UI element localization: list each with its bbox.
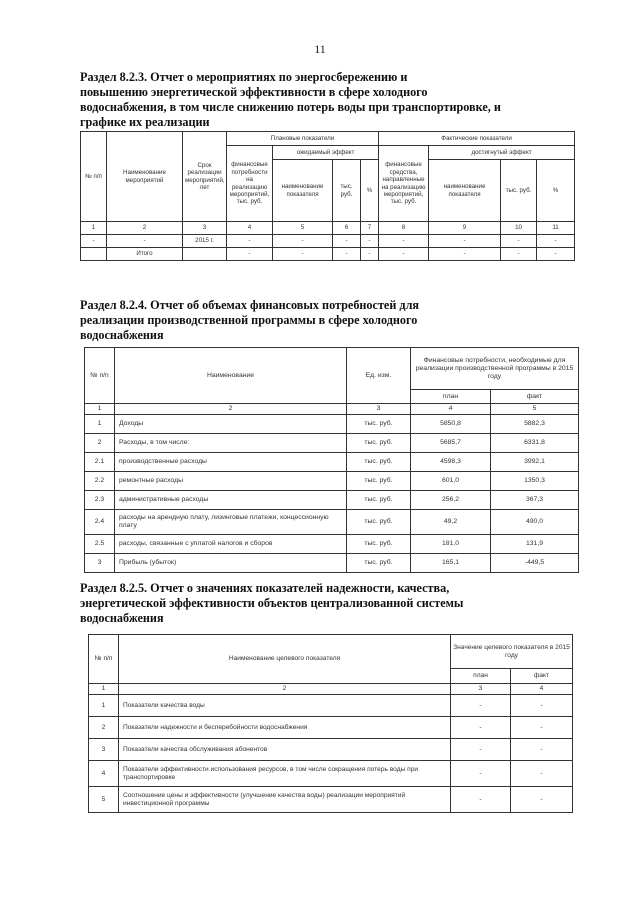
row-unit: тыс. руб.	[347, 434, 411, 453]
table-row	[89, 717, 573, 739]
column-number: 8	[379, 222, 429, 235]
row-fact: -	[511, 695, 573, 717]
column-number: 3	[451, 684, 511, 695]
table-row	[85, 491, 579, 510]
row-number: 2.3	[85, 491, 115, 510]
table-cell: -	[429, 235, 501, 248]
table-cell: -	[379, 248, 429, 261]
row-fact: 5882,3	[491, 415, 579, 434]
row-plan: 5850,8	[411, 415, 491, 434]
header-name: Наименование мероприятий	[107, 132, 183, 222]
measures-table	[80, 131, 575, 261]
heading-line: водоснабжения, в том числе снижению потерь воды при транспортировке, и	[80, 100, 501, 114]
header-actual-fin: финансовые средства, направленные на реализацию мероприятий, тыс. руб.	[379, 146, 429, 222]
row-fact: 367,3	[491, 491, 579, 510]
table-row	[89, 787, 573, 813]
header-target-value: Значение целевого показателя в 2015 году	[451, 635, 573, 669]
row-name: Показатели эффективности использования ресурсов, в том числе сокращения потерь воды при транспортировке	[119, 761, 451, 787]
header-fin-needs: Финансовые потребности, необходимые для реализации производственной программы в 2015 году	[411, 348, 579, 390]
page-number: 11	[314, 42, 326, 56]
header-plan: план	[451, 669, 511, 684]
table-row	[85, 510, 579, 535]
row-number: 3	[89, 739, 119, 761]
row-number: 2.5	[85, 535, 115, 554]
column-number: 2	[107, 222, 183, 235]
column-number: 4	[227, 222, 273, 235]
row-number: 2	[89, 717, 119, 739]
header-percent: %	[361, 160, 379, 222]
header-planned: Плановые показатели	[227, 132, 379, 146]
table-cell: -	[333, 248, 361, 261]
column-number: 1	[85, 404, 115, 415]
row-number: 3	[85, 554, 115, 573]
row-name: административные расходы	[115, 491, 347, 510]
table-cell: -	[81, 235, 107, 248]
row-number: 2.1	[85, 453, 115, 472]
target-indicators-table	[88, 634, 573, 813]
column-number: 5	[491, 404, 579, 415]
table-row	[85, 535, 579, 554]
row-unit: тыс. руб.	[347, 510, 411, 535]
row-name: Показатели надежности и бесперебойности водоснабжения	[119, 717, 451, 739]
table-cell: -	[379, 235, 429, 248]
heading-line: Раздел 8.2.5. Отчет о значениях показателей надежности, качества,	[80, 581, 450, 595]
header-percent: %	[537, 160, 575, 222]
column-number: 6	[333, 222, 361, 235]
row-unit: тыс. руб.	[347, 415, 411, 434]
table-cell: -	[227, 248, 273, 261]
header-plan: план	[411, 390, 491, 404]
column-number: 9	[429, 222, 501, 235]
row-fact: 3992,1	[491, 453, 579, 472]
table-row	[85, 434, 579, 453]
row-unit: тыс. руб.	[347, 491, 411, 510]
row-number: 2.4	[85, 510, 115, 535]
table-row	[89, 761, 573, 787]
column-number: 10	[501, 222, 537, 235]
header-achieved-effect: достигнутый эффект	[429, 146, 575, 160]
row-name: Показатели качества обслуживания абонентов	[119, 739, 451, 761]
row-fact: 131,9	[491, 535, 579, 554]
table-row	[85, 472, 579, 491]
table-cell: -	[537, 248, 575, 261]
row-name: Расходы, в том числе:	[115, 434, 347, 453]
row-name: расходы на арендную плату, лизинговые платежи, концессионную плату	[115, 510, 347, 535]
row-name: Показатели качества воды	[119, 695, 451, 717]
heading-line: повышению энергетической эффективности в сфере холодного	[80, 85, 428, 99]
header-term: Срок реализации мероприятий, лет	[183, 132, 227, 222]
column-number: 5	[273, 222, 333, 235]
row-plan: -	[451, 739, 511, 761]
column-number: 1	[89, 684, 119, 695]
table-cell	[183, 248, 227, 261]
row-number: 4	[89, 761, 119, 787]
row-name: расходы, связанные с уплатой налогов и сборов	[115, 535, 347, 554]
header-name: Наименование целевого показателя	[119, 635, 451, 684]
total-label: Итого	[107, 248, 183, 261]
row-plan: -	[451, 695, 511, 717]
header-expected-effect: ожидаемый эффект	[273, 146, 379, 160]
row-unit: тыс. руб.	[347, 472, 411, 491]
table-row	[89, 739, 573, 761]
heading-line: водоснабжения	[80, 611, 164, 625]
row-unit: тыс. руб.	[347, 535, 411, 554]
row-plan: 49,2	[411, 510, 491, 535]
row-plan: -	[451, 787, 511, 813]
heading-line: Раздел 8.2.3. Отчет о мероприятиях по энергосбережению и	[80, 70, 408, 84]
row-name: Доходы	[115, 415, 347, 434]
header-num: № п/п	[89, 635, 119, 684]
table-cell: -	[429, 248, 501, 261]
row-plan: 256,2	[411, 491, 491, 510]
row-fact: -	[511, 787, 573, 813]
row-name: Соотношение цены и эффективности (улучшение качества воды) реализации мероприятий инвестиционной программы	[119, 787, 451, 813]
column-number: 4	[411, 404, 491, 415]
row-name: производственные расходы	[115, 453, 347, 472]
header-indicator-name: наименование показателя	[429, 160, 501, 222]
row-plan: 165,1	[411, 554, 491, 573]
row-plan: 4598,3	[411, 453, 491, 472]
header-unit: Ед. изм.	[347, 348, 411, 404]
header-fact: факт	[511, 669, 573, 684]
header-name: Наименование	[115, 348, 347, 404]
header-num: № п/п	[81, 132, 107, 222]
header-thous-rub: тыс. руб.	[333, 160, 361, 222]
heading-line: реализации производственной программы в сфере холодного	[80, 313, 418, 327]
row-fact: -	[511, 761, 573, 787]
heading-line: графике их реализации	[80, 115, 210, 129]
table-cell: -	[501, 235, 537, 248]
row-fact: -	[511, 739, 573, 761]
table-cell: -	[361, 248, 379, 261]
row-fact: 1350,3	[491, 472, 579, 491]
row-fact: 6331,8	[491, 434, 579, 453]
table-cell: 2015 г.	[183, 235, 227, 248]
header-actual: Фактические показатели	[379, 132, 575, 146]
header-planned-fin: финансовые потребности на реализацию мероприятий, тыс. руб.	[227, 146, 273, 222]
row-plan: 5685,7	[411, 434, 491, 453]
row-unit: тыс. руб.	[347, 554, 411, 573]
row-fact: -	[511, 717, 573, 739]
row-plan: -	[451, 717, 511, 739]
column-number: 4	[511, 684, 573, 695]
table-row	[85, 453, 579, 472]
column-number: 11	[537, 222, 575, 235]
row-number: 2.2	[85, 472, 115, 491]
financial-needs-table	[84, 347, 579, 573]
column-number: 1	[81, 222, 107, 235]
table-row	[85, 415, 579, 434]
column-number: 2	[119, 684, 451, 695]
table-cell: -	[501, 248, 537, 261]
heading-line: Раздел 8.2.4. Отчет об объемах финансовых потребностей для	[80, 298, 419, 312]
table-cell: -	[227, 235, 273, 248]
table-row	[85, 554, 579, 573]
header-thous-rub: тыс. руб.	[501, 160, 537, 222]
header-indicator-name: наименование показателя	[273, 160, 333, 222]
section-8-2-5-title	[80, 581, 574, 626]
header-fact: факт	[491, 390, 579, 404]
row-name: ремонтные расходы	[115, 472, 347, 491]
row-unit: тыс. руб.	[347, 453, 411, 472]
table-row	[89, 695, 573, 717]
row-fact: 490,0	[491, 510, 579, 535]
header-num: № п/п	[85, 348, 115, 404]
column-number: 3	[183, 222, 227, 235]
row-number: 2	[85, 434, 115, 453]
row-number: 5	[89, 787, 119, 813]
table-cell	[81, 248, 107, 261]
column-number: 3	[347, 404, 411, 415]
row-number: 1	[89, 695, 119, 717]
row-name: Прибыль (убыток)	[115, 554, 347, 573]
table-cell: -	[537, 235, 575, 248]
column-number: 2	[115, 404, 347, 415]
row-fact: -449,5	[491, 554, 579, 573]
heading-line: водоснабжения	[80, 328, 164, 342]
heading-line: энергетической эффективности объектов централизованной системы	[80, 596, 464, 610]
table-cell: -	[273, 248, 333, 261]
row-plan: 601,0	[411, 472, 491, 491]
column-number: 7	[361, 222, 379, 235]
table-cell: -	[107, 235, 183, 248]
row-plan: -	[451, 761, 511, 787]
row-plan: 181,0	[411, 535, 491, 554]
table-cell: -	[333, 235, 361, 248]
section-8-2-3-title	[80, 70, 570, 130]
table-cell: -	[361, 235, 379, 248]
section-8-2-4-title	[80, 298, 570, 343]
table-cell: -	[273, 235, 333, 248]
row-number: 1	[85, 415, 115, 434]
